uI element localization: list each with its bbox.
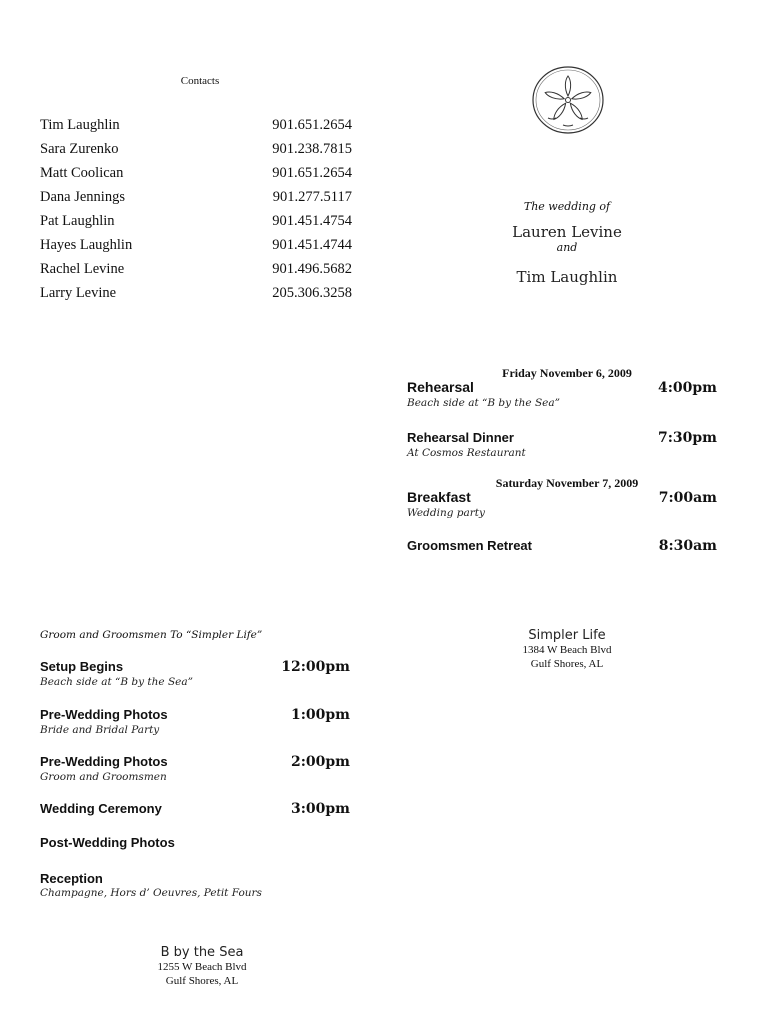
event-time: 1:00pm bbox=[291, 707, 350, 723]
event-time: 2:00pm bbox=[291, 754, 350, 770]
friday-header: Friday November 6, 2009 bbox=[502, 366, 632, 380]
contact-row bbox=[40, 185, 352, 209]
venue-address: 1384 W Beach Blvd bbox=[522, 644, 612, 656]
contacts-list bbox=[40, 113, 352, 305]
event-name: Pre-Wedding Photos bbox=[40, 707, 168, 722]
contact-row bbox=[40, 209, 352, 233]
event-breakfast bbox=[407, 489, 717, 519]
event-name: Breakfast bbox=[407, 489, 471, 505]
contact-row bbox=[40, 161, 352, 185]
event-time: 7:30pm bbox=[658, 430, 717, 446]
event-name: Rehearsal Dinner bbox=[407, 430, 514, 445]
event-name: Rehearsal bbox=[407, 379, 474, 395]
contact-phone: 205.306.3258 bbox=[272, 285, 352, 301]
contact-name: Larry Levine bbox=[40, 285, 117, 301]
contacts-title: Contacts bbox=[180, 75, 220, 87]
event-detail: Beach side at “B by the Sea” bbox=[407, 397, 560, 409]
event-rehearsal bbox=[407, 379, 717, 409]
bride-name: Lauren Levine bbox=[512, 223, 622, 241]
event-name: Reception bbox=[40, 871, 103, 886]
contact-name: Hayes Laughlin bbox=[40, 237, 133, 253]
venue-b-by-the-sea bbox=[102, 945, 302, 988]
contact-phone: 901.651.2654 bbox=[272, 165, 352, 181]
event-time: 12:00pm bbox=[281, 659, 350, 675]
event-name: Post-Wedding Photos bbox=[40, 835, 175, 850]
venue-city: Gulf Shores, AL bbox=[530, 658, 604, 670]
event-time: 8:30am bbox=[658, 538, 717, 554]
event-detail: Wedding party bbox=[407, 507, 485, 519]
event-detail: Beach side at “B by the Sea” bbox=[40, 676, 193, 688]
contact-phone: 901.496.5682 bbox=[272, 261, 352, 277]
event-detail: At Cosmos Restaurant bbox=[407, 447, 526, 459]
contact-row bbox=[40, 113, 352, 137]
wedding-of-label: The wedding of bbox=[523, 200, 611, 213]
contact-name: Tim Laughlin bbox=[40, 117, 120, 133]
venue-address: 1255 W Beach Blvd bbox=[157, 961, 247, 973]
contact-name: Matt Coolican bbox=[40, 165, 124, 181]
venue-name: B by the Sea bbox=[160, 945, 244, 960]
event-post-wedding-photos bbox=[40, 835, 350, 850]
contact-phone: 901.277.5117 bbox=[272, 189, 352, 205]
event-time: 7:00am bbox=[658, 490, 717, 506]
event-wedding-ceremony bbox=[40, 801, 350, 817]
contact-name: Pat Laughlin bbox=[40, 213, 115, 229]
contact-row bbox=[40, 257, 352, 281]
event-groomsmen-retreat bbox=[407, 538, 717, 554]
contact-row bbox=[40, 137, 352, 161]
event-pre-wedding-photos-bride bbox=[40, 707, 350, 736]
contact-name: Dana Jennings bbox=[40, 189, 125, 205]
event-pre-wedding-photos-groom bbox=[40, 754, 350, 783]
and-label: and bbox=[556, 241, 578, 254]
contact-phone: 901.238.7815 bbox=[272, 141, 352, 157]
wedding-title-block bbox=[467, 200, 667, 286]
event-name: Pre-Wedding Photos bbox=[40, 754, 168, 769]
event-name: Groomsmen Retreat bbox=[407, 538, 532, 553]
event-name: Wedding Ceremony bbox=[40, 801, 162, 816]
event-reception bbox=[40, 871, 350, 899]
contact-name: Rachel Levine bbox=[40, 261, 125, 277]
contact-phone: 901.451.4754 bbox=[272, 213, 352, 229]
contact-phone: 901.651.2654 bbox=[272, 117, 352, 133]
event-detail: Bride and Bridal Party bbox=[40, 724, 160, 736]
venue-name: Simpler Life bbox=[528, 628, 606, 643]
sand-dollar-icon bbox=[530, 64, 606, 136]
venue-simpler-life bbox=[467, 628, 667, 671]
venue-city: Gulf Shores, AL bbox=[165, 975, 239, 987]
event-time: 4:00pm bbox=[658, 380, 717, 396]
saturday-header: Saturday November 7, 2009 bbox=[495, 476, 639, 490]
contact-row bbox=[40, 281, 352, 305]
event-time: 3:00pm bbox=[291, 801, 350, 817]
event-rehearsal-dinner bbox=[407, 430, 717, 459]
schedule-heading: Groom and Groomsmen To “Simpler Life” bbox=[40, 629, 263, 641]
event-setup bbox=[40, 659, 350, 688]
event-name: Setup Begins bbox=[40, 659, 124, 674]
groom-name: Tim Laughlin bbox=[516, 268, 618, 286]
contact-name: Sara Zurenko bbox=[40, 141, 119, 157]
event-detail: Groom and Groomsmen bbox=[40, 771, 167, 783]
contact-phone: 901.451.4744 bbox=[272, 237, 352, 253]
event-detail: Champagne, Hors d’ Oeuvres, Petit Fours bbox=[40, 887, 262, 899]
contact-row bbox=[40, 233, 352, 257]
